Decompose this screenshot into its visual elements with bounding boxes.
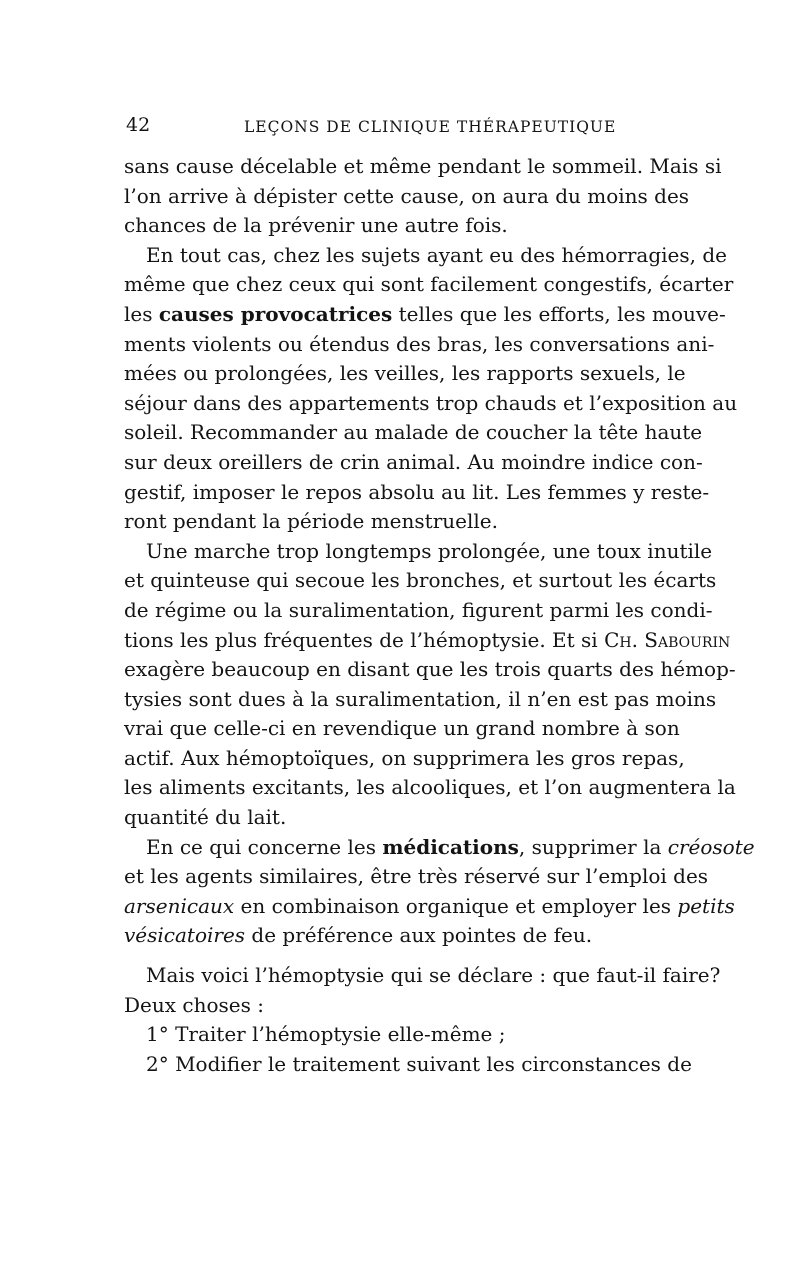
text-line: gestif, imposer le repos absolu au lit. Les femmes y reste- (124, 479, 710, 504)
text-line: l’on arrive à dépister cette cause, on aura du moins des (124, 183, 690, 208)
text-line: même que chez ceux qui sont facilement congestifs, écarter (124, 272, 734, 297)
text-line: et les agents similaires, être très réservé sur l’emploi des (124, 864, 709, 889)
paragraph-1 (124, 152, 722, 241)
text-run: telles que les efforts, les mouve- (392, 301, 726, 326)
running-head (126, 114, 678, 140)
italic-term: vésicatoires (124, 923, 246, 948)
text-line: tysies sont dues à la suralimentation, il n’en est pas moins (124, 686, 717, 711)
paragraph-2 (124, 241, 738, 537)
text-run: , supprimer la (518, 834, 668, 859)
text-line (124, 626, 731, 656)
text-line: exagère beaucoup en disant que les trois quarts des hémop- (124, 657, 736, 682)
text-line: sans cause décelable et même pendant le sommeil. Mais si (124, 154, 722, 178)
text-line: sur deux oreillers de crin animal. Au moindre indice con- (124, 449, 703, 474)
text-line: vrai que celle-ci en revendique un grand nombre à son (124, 716, 680, 741)
text-line: En tout cas, chez les sujets ayant eu des hémorragies, de (146, 242, 727, 267)
text-line: les aliments excitants, les alcooliques, et l’on augmentera la (124, 775, 736, 800)
text-run: tions les plus fréquentes de l’hémoptysie. Et si (124, 627, 605, 652)
italic-term: créosote (667, 834, 755, 859)
text-line: soleil. Recommander au malade de coucher la tête haute (124, 420, 703, 445)
page-number: 42 (126, 114, 151, 136)
bold-phrase: médications (382, 834, 519, 859)
list-item: 1° Traiter l’hémoptysie elle-même ; (146, 1022, 506, 1047)
text-line (124, 300, 726, 330)
text-run: en combinaison organique et employer les (234, 893, 678, 918)
list-item: 2° Modifier le traitement suivant les circonstances de (146, 1051, 692, 1076)
paragraph-4 (124, 833, 755, 951)
running-title: LEÇONS DE CLINIQUE THÉRAPEUTIQUE (244, 118, 617, 136)
text-line: actif. Aux hémoptoïques, on supprimera les gros repas, (124, 745, 685, 770)
text-line: Une marche trop longtemps prolongée, une toux inutile (146, 538, 713, 563)
text-line: ments violents ou étendus des bras, les conversations ani- (124, 331, 715, 356)
text-line (124, 921, 676, 951)
italic-term: petits (677, 893, 735, 918)
text-line: mées ou prolongées, les veilles, les rapports sexuels, le (124, 361, 686, 386)
text-line (124, 892, 735, 922)
italic-term: arsenicaux (124, 893, 235, 918)
paragraph-5 (124, 961, 721, 1020)
paragraph-3 (124, 537, 736, 833)
text-line (124, 833, 755, 863)
text-run: de préférence aux pointes de feu. (245, 923, 593, 948)
text-line: de régime ou la suralimentation, figurent parmi les condi- (124, 597, 713, 622)
text-run: En ce qui concerne les (146, 834, 383, 859)
text-line: séjour dans des appartements trop chauds et l’exposition au (124, 390, 738, 415)
text-line: ront pendant la période menstruelle. (124, 509, 498, 534)
text-run: les (124, 301, 159, 326)
text-line: chances de la prévenir une autre fois. (124, 213, 508, 238)
text-line: quantité du lait. (124, 805, 287, 830)
bold-phrase: causes provocatrices (158, 301, 393, 326)
numbered-list (124, 1020, 692, 1079)
body-text (124, 152, 755, 1079)
text-line: et quinteuse qui secoue les bronches, et surtout les écarts (124, 568, 717, 593)
author-name: Ch. Sabourin (604, 627, 731, 652)
text-line: Deux choses : (124, 992, 264, 1017)
text-line: Mais voici l’hémoptysie qui se déclare : que faut-il faire? (146, 963, 721, 988)
